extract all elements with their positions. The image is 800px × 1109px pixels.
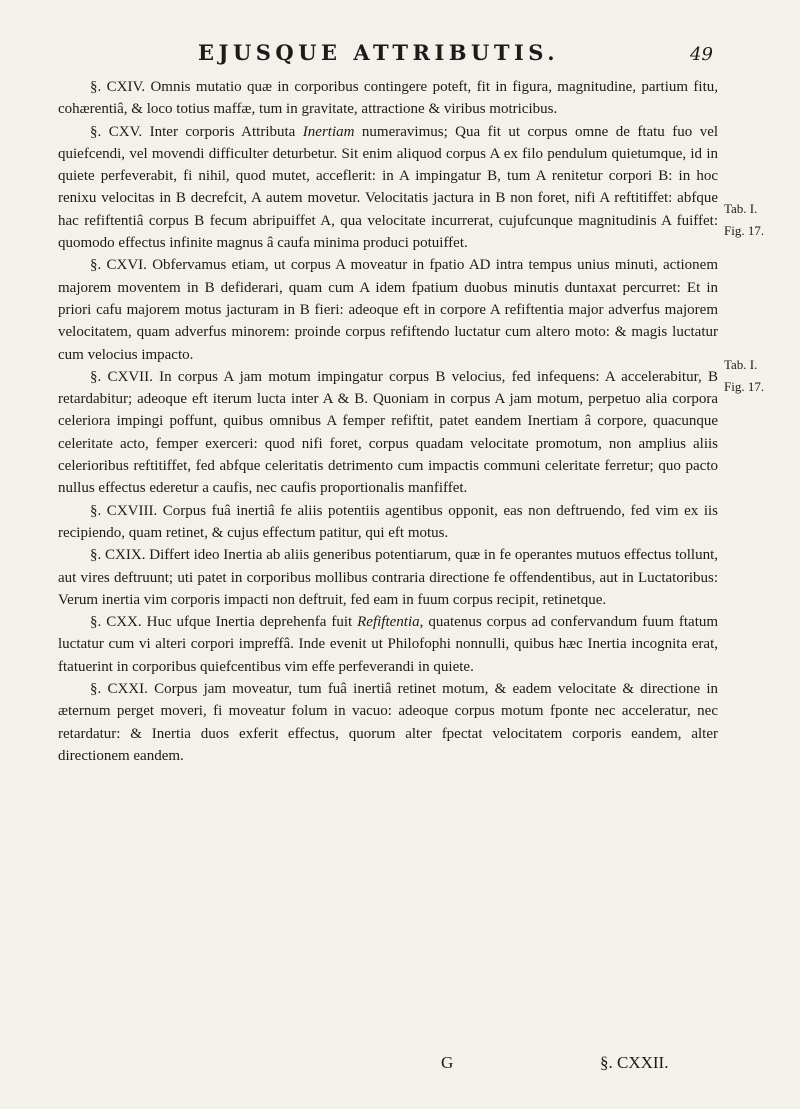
italic-term: Refiftentia xyxy=(357,614,420,631)
paragraph-text: Differt ideo Inertia ab aliis generibus potentiarum, quæ in fe operantes mutuos effectus tollunt, aut vires deftruunt; uti patet in corporibus mollibus contraria directione fe offendentibus, aut in Luctatoribus: Verum inertia vim corporis impacti non deftruit, fed eam in fuum corpus recipit, retinetque. xyxy=(58,547,719,608)
margin-tab-label: Tab. I. xyxy=(724,357,758,372)
paragraph-cxvii xyxy=(58,366,718,500)
paragraph-cxv xyxy=(58,121,718,255)
paragraph-text: Obfervamus etiam, ut corpus A moveatur in fpatio AD intra tempus unius minuti, actionem majorem moventem in B defiderari, quam cum A idem fpatium duobus minutis duntaxat percurret: Et in priori cafu majorem motus jacturam in B fieri: adeoque eft in corpore A refiftentia major adverfus majorem velocitatem, quam adverfus minorem: proinde corpus refiftendo luctatur cum altero moto: & magis luctatur cum velocius impacto. xyxy=(58,257,719,363)
body-text xyxy=(58,76,718,767)
paragraph-text-lead: Huc ufque Inertia deprehenfa fuit xyxy=(146,614,353,631)
margin-fig-label: Fig. 17. xyxy=(724,223,765,239)
paragraph-cxiv xyxy=(58,76,718,121)
paragraph-text: Omnis mutatio quæ in corporibus contingere poteft, fit in figura, magnitudine, partium fitu, cohærentiâ, & loco totius maffæ, tum in gravitate, attractione & viribus motricibus. xyxy=(58,79,718,118)
section-number: §. CXVI. xyxy=(90,257,147,274)
paragraph-text-lead: Inter corporis Attributa xyxy=(149,123,296,140)
margin-note-tab-1 xyxy=(724,198,794,243)
paragraph-cxx xyxy=(58,611,718,678)
section-number: §. CXVII. xyxy=(90,368,153,385)
paragraph-text: Corpus fuâ inertiâ fe aliis potentiis agentibus opponit, eas non deftruendo, fed vim ex iis recipiendo, quam retinet, & cujus effectum patitur, qui eft motus. xyxy=(58,502,719,541)
running-head: EJUSQUE ATTRIBUTIS. xyxy=(198,40,560,65)
paragraph-cxxi xyxy=(58,678,718,767)
paragraph-text: In corpus A jam motum impingatur corpus B velocius, fed infequens: A accelerabitur, B retardabitur; adeoque eft iterum lucta inter A & B. Quoniam in corpus A jam motum, perpetuo alia corpora celeriora impingi poffunt, quibus omnibus A femper refiftit, patet eandem Inertiam â corpore, quacunque celeritate acto, femper exerceri: quod nifi foret, corpus quadam velocitate promotum, non amplius aliis celerioribus reftitiffet, fed abfque celeritatis detrimento cum impactis communi celeritate ferretur; quo pacto nullus effectus ederetur a caufis, nec caufis proportionalis manfiffet. xyxy=(58,368,719,497)
section-number: §. CXIV. xyxy=(90,79,146,95)
margin-note-tab-2 xyxy=(724,354,794,399)
paragraph-cxvi xyxy=(58,254,718,365)
margin-tab-label: Tab. I. xyxy=(724,201,758,216)
margin-fig-label: Fig. 17. xyxy=(724,379,765,395)
paragraph-cxviii xyxy=(58,500,718,545)
section-number: §. CXIX. xyxy=(90,547,146,564)
section-number: §. CXX. xyxy=(90,614,142,631)
italic-term: Inertiam xyxy=(302,123,355,140)
section-number: §. CXV. xyxy=(90,123,143,140)
signature-mark: G xyxy=(441,1053,454,1072)
paragraph-text: , quatenus corpus ad confervandum fuum ftatum luctatur cum vi alteri corpori impreffâ. Inde evenit ut Philofophi nonnulli, quibus hæc Inertia incognita erat, ftatuerint in corporibus quiefcentibus vim effe perfeverandi in quiete. xyxy=(58,614,719,675)
paragraph-text: numeravimus; Qua fit ut corpus omne de ftatu fuo vel quiefcendi, vel movendi difficulter deturbetur. Sit enim aliquod corpus A ex filo pendulum quietumque, id in quiete perfeverabit, fi nihil, quod mutet, acceflerit: in A impingatur B, tum A renitetur corpori B: in hoc renixu velocitas in B decrefcit, A autem movetur. Velocitatis jactura in B non foret, nifi A reftitiffet: abfque hac refiftentiâ corpus B fecum abripuiffet A, qua velocitate incurrerat, cujufcunque magnitudinis A fuiffet: quomodo effectus infinite magnus â caufa minima produci potuiffet. xyxy=(58,123,719,252)
section-number: §. CXXI. xyxy=(90,681,148,698)
paragraph-text: Corpus jam moveatur, tum fuâ inertiâ retinet motum, & eadem velocitate & directione in æternum perget moveri, fi moveatur folum in vacuo: adeoque corpus motum fponte nec acceleratur, nec retardatur: & Inertia duos exferit effectus, quorum alter fpectat velocitatem corporis eandem, alter directionem eandem. xyxy=(58,681,719,764)
section-number: §. CXVIII. xyxy=(90,502,158,519)
paragraph-cxix xyxy=(58,544,718,611)
page-number: 49 xyxy=(690,44,713,65)
catchword: §. CXXII. xyxy=(600,1053,669,1072)
